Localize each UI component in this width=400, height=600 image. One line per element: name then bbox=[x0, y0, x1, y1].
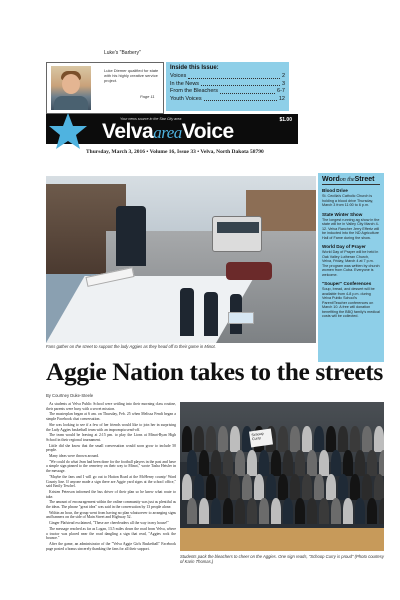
crowd-figure bbox=[314, 426, 324, 452]
crowd-figure bbox=[338, 426, 348, 452]
crowd-figure bbox=[266, 474, 276, 500]
crowd-figure bbox=[283, 498, 293, 524]
crowd-figure bbox=[350, 426, 360, 452]
crowd-figure bbox=[374, 426, 384, 452]
crowd-figure bbox=[307, 498, 317, 524]
crowd-figure bbox=[295, 498, 305, 524]
crowd-figure bbox=[314, 474, 324, 500]
inside-item[interactable]: Voices 2 bbox=[170, 73, 285, 79]
crowd-figure bbox=[235, 450, 245, 476]
byline: By Courtney Duke-Steele bbox=[46, 393, 94, 398]
crowd-figure bbox=[302, 474, 312, 500]
inside-this-issue bbox=[166, 62, 289, 111]
crowd-figure bbox=[218, 474, 228, 500]
article-body: As students at Velva Public School were settling into their morning class routine, their parents were busy with a secret mission. The masterplan began at 6 am. on Thursday, Feb. 25 when Melissa Fendt began a simple Facebook chat conversation. She was looking to see if a few of her friends would like to join her in surprising the Lady Aggies basketball team with an impromptu send-off. The team would be leaving at 2:15 pm. to play the Lions at Minot-Ryan High School in their regional tournament. Little did she know that the small conversation would soon grow to include 50 people. Many ideas were thrown around. "We could do what Jean had been done for the football players in the past and have a simple sign pinned to the cemetery on their way to Minot," wrote Tasha Heisler in the message. "Maybe the fans and I will go out to Hatton Road at the McHenry county/ Ward County line. If anyone made a sign there are Aggie yard signs at the school office," said Emily Teschel. Kristen Peterson informed the bus driver of their plan so he knew what route to take. The amount of encouragement within the online community was just as plentiful as the ideas. The phrase "great idea" was said in the conversation by 13 people alone. Within an hour, the group went from having no plan whatsoever to arranging signs and banners on the side of Main Street and Highway 52. Ginger Plafstead exclaimed, "These are cheerleaders all the way in my house!" The message reached as far as Logan, 13.5 miles down the road from Velva, where a tractor was placed near the road dangling a sign that read, "Aggies rock the bounce." After the game, an administrator of the "Velva Aggie Girls Basketball" Facebook page posted a bonus sincerely thanking the fans for all their support. bbox=[46, 402, 176, 551]
crowd-figure bbox=[242, 474, 252, 500]
crowd-figure bbox=[343, 498, 353, 524]
crowd-figure bbox=[290, 474, 300, 500]
crowd-figure bbox=[367, 498, 377, 524]
star-icon bbox=[48, 112, 88, 150]
crowd-figure bbox=[271, 450, 281, 476]
crowd-figure bbox=[211, 498, 221, 524]
crowd-figure bbox=[259, 498, 269, 524]
crowd-figure bbox=[355, 450, 365, 476]
sidebar-item: Blood Drive St. Cecilia's Catholic Church is holding a blood drive Thursday, March 3 from 11:00 to 6 p.m. bbox=[322, 188, 374, 207]
crowd-figure bbox=[182, 474, 192, 500]
crowd-figure bbox=[235, 498, 245, 524]
teaser-title: Luke's "Barbery" bbox=[104, 50, 141, 56]
crowd-figure bbox=[290, 426, 300, 452]
crowd-figure bbox=[247, 498, 257, 524]
crowd-figure bbox=[211, 450, 221, 476]
bleachers-photo-caption: Students pack the bleachers to cheer on the Aggies. One sign reads, "Schoop Curry is proud" (Photo courtesy of Karin Thomas.) bbox=[180, 554, 384, 565]
crowd-figure bbox=[350, 474, 360, 500]
crowd-figure bbox=[187, 450, 197, 476]
crowd-figure bbox=[199, 498, 209, 524]
crowd-figure bbox=[302, 426, 312, 452]
crowd-figure bbox=[206, 474, 216, 500]
teaser-text: Luke Diemer qualified for state with his highly creative service project. bbox=[104, 68, 159, 83]
crowd-figure bbox=[194, 474, 204, 500]
crowd-figure bbox=[319, 450, 329, 476]
crowd-figure bbox=[271, 498, 281, 524]
crowd-figure bbox=[362, 474, 372, 500]
crowd-figure bbox=[379, 450, 384, 476]
crowd-figure bbox=[331, 498, 341, 524]
photo-sign: Schoop Curry bbox=[249, 429, 273, 448]
crowd-figure bbox=[278, 426, 288, 452]
crowd-figure bbox=[259, 450, 269, 476]
crowd-figure bbox=[319, 498, 329, 524]
word-on-the-street-sidebar bbox=[318, 173, 384, 362]
headline: Aggie Nation takes to the streets bbox=[46, 357, 383, 386]
crowd-figure bbox=[187, 498, 197, 524]
main-photo bbox=[46, 176, 316, 343]
teaser-photo bbox=[51, 66, 91, 110]
crowd-figure bbox=[283, 450, 293, 476]
masthead-tagline: Your news source in the Star City area bbox=[120, 117, 182, 121]
bleachers-photo bbox=[180, 402, 384, 551]
crowd-figure bbox=[338, 474, 348, 500]
inside-item[interactable]: In the News 3 bbox=[170, 80, 285, 87]
crowd-figure bbox=[247, 450, 257, 476]
crowd-figure bbox=[254, 474, 264, 500]
crowd-figure bbox=[374, 474, 384, 500]
sidebar-item: World Day of Prayer World Day of Prayer will be held in Oak Valley Lutheran Church, Velva, Friday, March 4 at 7 p.m. The program was written by church women from Cuba. Everyone is welcome. bbox=[322, 244, 380, 277]
crowd-figure bbox=[367, 450, 377, 476]
newspaper-logo: VelvaareaVoice bbox=[102, 120, 234, 143]
crowd-figure bbox=[218, 426, 228, 452]
inside-item[interactable]: From the Bleachers 6-7 bbox=[170, 88, 285, 95]
price: $1.00 bbox=[279, 117, 292, 123]
crowd-figure bbox=[278, 474, 288, 500]
crowd-figure bbox=[223, 450, 233, 476]
inside-item[interactable]: Youth Voices 12 bbox=[170, 95, 285, 102]
crowd-figure bbox=[362, 426, 372, 452]
crowd-figure bbox=[326, 426, 336, 452]
sidebar-item: State Winter Show The longest running ag show in the state will be in Valley City March 4-12. Velva Rancher Jerry Effertz will be inducted into the ND Agriculture Hall of Fame during the show. bbox=[322, 211, 380, 240]
teaser-page: Page 11 bbox=[140, 94, 155, 99]
crowd-figure bbox=[194, 426, 204, 452]
crowd-figure bbox=[182, 426, 192, 452]
crowd-figure bbox=[307, 450, 317, 476]
crowd-figure bbox=[199, 450, 209, 476]
crowd-figure bbox=[230, 426, 240, 452]
crowd-figure bbox=[295, 450, 305, 476]
crowd-figure bbox=[379, 498, 384, 524]
dateline: Thursday, March 3, 2016 • Volume 16, Issue 33 • Velva, North Dakota 58790 bbox=[86, 149, 264, 155]
crowd-figure bbox=[326, 474, 336, 500]
main-photo-caption: Fans gather on the street to support the lady Aggies as they head off to their game in Minot. bbox=[46, 344, 216, 349]
masthead bbox=[46, 114, 298, 144]
crowd-figure bbox=[343, 450, 353, 476]
sidebar-heading: Wordon theStreet bbox=[322, 176, 380, 185]
crowd-figure bbox=[230, 474, 240, 500]
sidebar-item: "Souper" Conferences Soup, bread, and dessert will be available from 4-8 p.m. during Velva Public School's Parent/Teacher conferences on March 10. A free will donation benefiting the BBQ family's medical costs will be collected. bbox=[322, 281, 380, 318]
inside-heading: Inside this Issue: bbox=[170, 65, 219, 71]
crowd-figure bbox=[206, 426, 216, 452]
crowd-figure bbox=[331, 450, 341, 476]
crowd-figure bbox=[355, 498, 365, 524]
crowd-figure bbox=[223, 498, 233, 524]
